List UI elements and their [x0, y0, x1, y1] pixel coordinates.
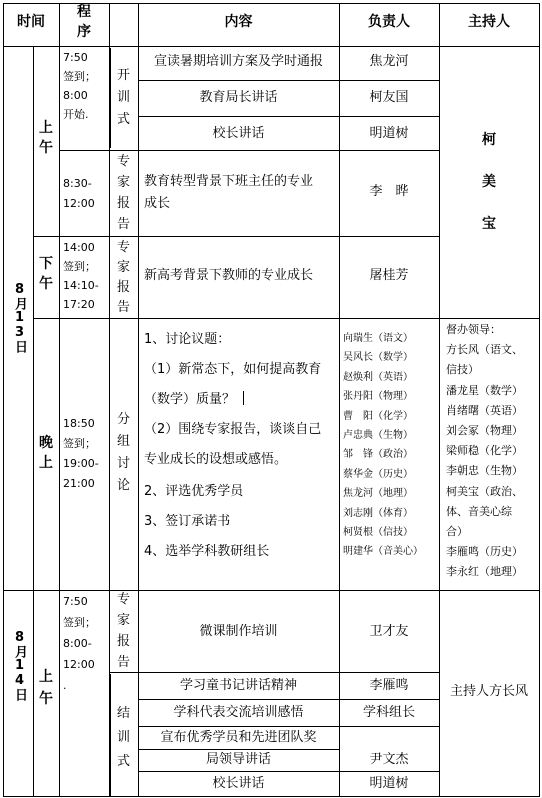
session-time: 开始.	[63, 108, 89, 121]
period-morning: 上	[39, 120, 53, 136]
row-divider	[138, 699, 439, 700]
program-label: 结	[116, 706, 130, 721]
table-border-left	[3, 3, 4, 797]
content-item: （2）围绕专家报告，谈谈自己	[144, 422, 322, 437]
day-divider	[3, 590, 539, 591]
host-name: 李雁鸣（历史）	[446, 545, 523, 559]
program-label: 组	[116, 434, 130, 449]
content-item: 4、选举学科教研组长	[144, 544, 270, 559]
content-item: 成长	[144, 196, 171, 211]
period-divider	[33, 236, 439, 237]
person-name: 李 晔	[369, 184, 409, 199]
host-name: 梁师稳（化学）	[446, 444, 523, 458]
content-item: （数学）质量？	[144, 392, 236, 407]
host-name: 方长风（语文、	[446, 343, 523, 357]
program-label: 式	[116, 112, 130, 127]
host-name: 美	[482, 174, 496, 190]
host-name: 宝	[482, 216, 496, 232]
content-item: 微课制作培训	[199, 624, 278, 639]
program-label: 报	[116, 196, 130, 211]
host-name: 督办领导：	[446, 323, 501, 336]
content-item: 校长讲话	[212, 126, 265, 141]
header-program: 程	[77, 4, 91, 20]
content-item: （1）新常态下，如何提高教育	[144, 362, 322, 377]
header-content: 内容	[224, 14, 253, 30]
period-evening: 上	[39, 455, 53, 471]
header-time: 时间	[17, 14, 45, 30]
person-name: 赵焕利（英语）	[343, 371, 413, 383]
content-item: 宣读暑期培训方案及学时通报	[153, 54, 323, 69]
person-name: 焦龙河（地理）	[343, 488, 413, 500]
content-item: 校长讲话	[212, 775, 265, 791]
session-time: 19:00-	[63, 457, 99, 470]
program-label: 告	[116, 217, 130, 232]
content-item: 学习童书记讲话精神	[179, 677, 297, 693]
person-name: 张丹阳（物理）	[343, 391, 413, 403]
content-item: 3、签订承诺书	[144, 514, 231, 529]
session-time: 12:00	[63, 197, 95, 210]
session-time: 14:00	[63, 241, 95, 254]
date-aug-14: 8月14日	[12, 630, 27, 701]
program-label: 专	[116, 154, 130, 169]
session-time: 签到；	[63, 70, 96, 83]
session-time: 18:50	[63, 417, 95, 430]
content-item: 教育局长讲话	[199, 90, 278, 105]
program-label: 告	[116, 655, 130, 670]
session-time: 7:50	[63, 595, 88, 608]
session-time: 签到；	[63, 260, 96, 273]
period-morning: 午	[39, 140, 53, 156]
session-time: 17:20	[63, 298, 95, 311]
person-name: 明建华（音美心）	[343, 546, 423, 558]
content-item: 1、讨论议题：	[144, 332, 231, 347]
content-item: 局领导讲话	[205, 752, 271, 767]
person-name: 刘志刚（体育）	[343, 507, 413, 519]
program-label: 论	[116, 478, 130, 493]
person-name: 李雁鸣	[369, 677, 409, 693]
host-name: 主持人方长风	[449, 684, 528, 699]
host-name: 信技）	[446, 363, 479, 377]
person-name: 邹 锋（政治）	[343, 449, 413, 461]
host-name: 柯	[482, 132, 496, 148]
period-afternoon: 下	[39, 256, 53, 272]
column-rule	[59, 3, 60, 796]
date-aug-13: 8月13日	[12, 282, 27, 353]
program-label: 训	[116, 730, 130, 745]
header-program: 序	[77, 24, 91, 40]
table-border-bottom	[3, 796, 540, 797]
program-label: 专	[116, 240, 130, 255]
program-label: 分	[116, 412, 130, 427]
person-name: 柯友国	[369, 90, 409, 105]
period-morning: 午	[39, 691, 53, 707]
header-rule	[3, 46, 539, 47]
person-name: 屠桂芳	[369, 268, 409, 283]
content-item: 专业成长的设想或感悟。	[144, 452, 288, 467]
program-label: 专	[116, 592, 130, 607]
period-afternoon: 午	[39, 276, 53, 292]
session-divider	[109, 672, 439, 673]
header-person: 负责人	[368, 14, 410, 30]
program-label: 报	[116, 280, 130, 295]
header-host: 主持人	[468, 14, 510, 30]
person-name: 明道树	[369, 775, 409, 791]
content-item: 学科代表交流培训感悟	[173, 704, 304, 720]
program-label: 开	[116, 68, 130, 83]
host-name: 合）	[446, 525, 468, 538]
program-label: 式	[116, 754, 130, 769]
program-label: 家	[116, 175, 130, 190]
host-name: 李永红（地理）	[446, 565, 523, 579]
session-time: 8:30-	[63, 177, 92, 190]
session-time: 8:00	[63, 89, 88, 102]
content-item: 2、评选优秀学员	[144, 484, 244, 499]
session-time: 21:00	[63, 477, 95, 490]
session-divider	[59, 150, 439, 151]
session-time: 12:00	[63, 658, 95, 671]
column-rule	[439, 3, 440, 796]
program-label: 报	[116, 634, 130, 649]
person-name: 蔡华金（历史）	[343, 468, 413, 480]
host-name: 潘龙星（数学）	[446, 383, 523, 397]
cell-inner-rule	[110, 674, 111, 796]
row-divider	[138, 771, 439, 772]
host-name: 李朝忠（生物）	[446, 464, 523, 478]
program-label: 讨	[116, 456, 130, 471]
person-name: 柯贤根（信技）	[343, 527, 413, 538]
session-time: 14:10-	[63, 279, 99, 292]
text-cursor	[243, 391, 244, 405]
person-name: 学科组长	[362, 704, 415, 720]
person-name: 明道树	[369, 126, 409, 141]
host-name: 柯美宝（政治、	[446, 484, 523, 498]
period-divider	[33, 318, 539, 319]
table-border-right	[539, 3, 540, 797]
person-name: 卢忠典（生物）	[343, 430, 413, 441]
program-label: 训	[116, 90, 130, 105]
row-divider	[138, 116, 439, 117]
row-divider	[138, 80, 439, 81]
person-name: 曹 阳（化学）	[343, 410, 413, 422]
session-time: 签到；	[63, 616, 96, 629]
period-morning: 上	[39, 669, 53, 685]
program-label: 家	[116, 613, 130, 628]
session-time: 签到；	[63, 437, 96, 450]
program-label: 家	[116, 260, 130, 275]
person-name: 向瑞生（语文）	[343, 333, 413, 344]
person-name: 焦龙河	[369, 54, 409, 69]
person-name: 卫才友	[369, 624, 409, 639]
content-item: 教育转型背景下班主任的专业	[144, 174, 314, 189]
host-name: 刘会冢（物理）	[446, 424, 523, 437]
session-time: .	[63, 679, 67, 692]
person-name: 吴风长（数学）	[343, 352, 413, 364]
person-name: 尹文杰	[369, 752, 409, 767]
program-label: 告	[116, 300, 130, 315]
session-time: 8:00-	[63, 637, 92, 650]
content-item: 宣布优秀学员和先进团队奖	[160, 729, 317, 745]
host-name: 体、音美心综	[446, 504, 512, 518]
period-evening: 晚	[39, 435, 53, 451]
session-time: 7:50	[63, 51, 88, 64]
host-name: 肖绪曙（英语）	[446, 403, 523, 417]
content-item: 新高考背景下教师的专业成长	[144, 268, 314, 283]
